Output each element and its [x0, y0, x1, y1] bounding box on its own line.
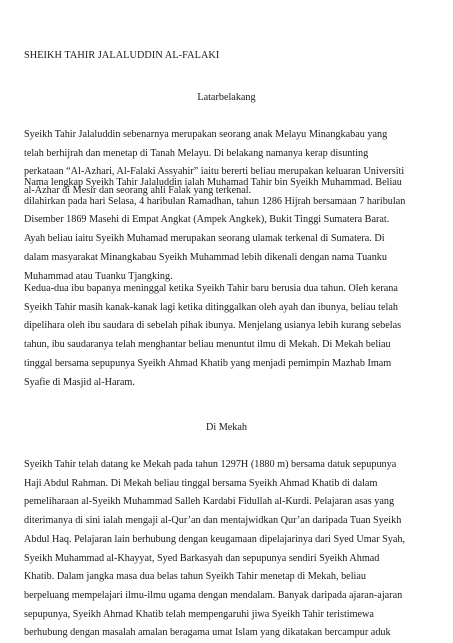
section-heading-di-mekah: Di Mekah — [205, 422, 248, 433]
paragraph-line: Nama lengkap Syeikh Tahir Jalaluddin ialah Muhamad Tahir bin Syeikh Muhammad. Beliau — [24, 177, 402, 188]
paragraph-3 — [24, 280, 444, 392]
paragraph-line: berpeluang mempelajari ilmu-ilmu ugama dengan mendalam. Banyak daripada ajaran-ajaran — [24, 589, 403, 601]
paragraph-line: Haji Abdul Rahman. Di Mekah beliau tinggal bersama Syeikh Ahmad Khatib di dalam — [24, 477, 378, 489]
paragraph-line: Khatib. Dalam jangka masa dua belas tahun Syeikh Tahir menetap di Mekah, beliau — [24, 571, 366, 583]
paragraph-line: Disember 1869 Masehi di Empat Angkat (Ampek Angkek), Bukit Tinggi Sumatera Barat. — [24, 214, 390, 226]
paragraph-line: Kedua-dua ibu bapanya meninggal ketika Syeikh Tahir baru berusia dua tahun. Oleh kerana — [24, 283, 398, 294]
paragraph-line: Abdul Haq. Pelajaran lain berhubung dengan keugamaan dipelajarinya dari Syed Umar Syah, — [24, 533, 406, 545]
paragraph-line: Syeikh Muhammad al-Khayyat, Syed Barkasyah dan sepupunya sendiri Syeikh Ahmad — [24, 552, 380, 564]
paragraph-line: perkataan “Al-Azhari, Al-Falaki Assyahir” iaitu bererti beliau merupakan keluaran Universiti — [24, 166, 405, 178]
paragraph-line: sepupunya, Syeikh Ahmad Khatib telah mempengaruhi jiwa Syeikh Tahir teristimewa — [24, 608, 374, 620]
paragraph-line: telah berhijrah dan menetap di Tanah Melayu. Di belakang namanya kerap disunting — [24, 147, 369, 159]
paragraph-line: Ayah beliau iaitu Syeikh Muhamad merupakan seorang ulamak terkenal di Sumatera. Di — [24, 233, 385, 245]
paragraph-line: tinggal bersama sepupunya Syeikh Ahmad Khatib yang menjadi pemimpin Mazhab Imam — [24, 357, 392, 369]
paragraph-line: dipelihara oleh ibu saudara di sebelah pihak ibunya. Menjelang usianya lebih kurang sebelas — [24, 320, 402, 332]
paragraph-4 — [24, 456, 444, 643]
paragraph-line: Syeikh Tahir masih kanak-kanak lagi ketika ditinggalkan oleh ayah dan ibunya, beliau telah — [24, 301, 398, 313]
paragraph-line: Syafie di Masjid al-Haram. — [24, 376, 135, 388]
paragraph-line: berhubung dengan masalah amalan beragama umat Islam yang dikatakan bercampur aduk — [24, 627, 391, 639]
section-heading-latarbelakang: Latarbelakang — [197, 92, 256, 103]
paragraph-line: Syeikh Tahir Jalaluddin sebenarnya merupakan seorang anak Melayu Minangkabau yang — [24, 129, 388, 140]
paragraph-line: Syeikh Tahir telah datang ke Mekah pada tahun 1297H (1880 m) bersama datuk sepupunya — [24, 459, 397, 470]
paragraph-line: pemeliharaan al-Syeikh Muhammad Salleh Kardabi Fidullah al-Kurdi. Pelajaran asas yang — [24, 496, 395, 508]
document-title: SHEIKH TAHIR JALALUDDIN AL-FALAKI — [24, 50, 220, 61]
paragraph-line: diterimanya di sini ialah mengaji al-Qur’an dan mentajwidkan Qur’an daripada Tuan Syeikh — [24, 515, 402, 527]
paragraph-line: dalam masyarakat Minangkabau Syeikh Muhammad lebih dikenali dengan nama Tuanku — [24, 251, 387, 263]
paragraph-line: dilahirkan pada hari Selasa, 4 haribulan Ramadhan, tahun 1286 Hijrah bersamaan 7 haribulan — [24, 195, 406, 207]
paragraph-line: Muhammad atau Tuanku Tjangking. — [24, 270, 173, 282]
paragraph-line: tahun, ibu saudaranya telah menghantar beliau menuntut ilmu di Mekah. Di Mekah beliau — [24, 339, 391, 351]
paragraph-line: al-Azhar di Mesir dan seorang ahli Falak yang terkenal. — [24, 185, 252, 197]
paragraph-2 — [24, 174, 444, 286]
